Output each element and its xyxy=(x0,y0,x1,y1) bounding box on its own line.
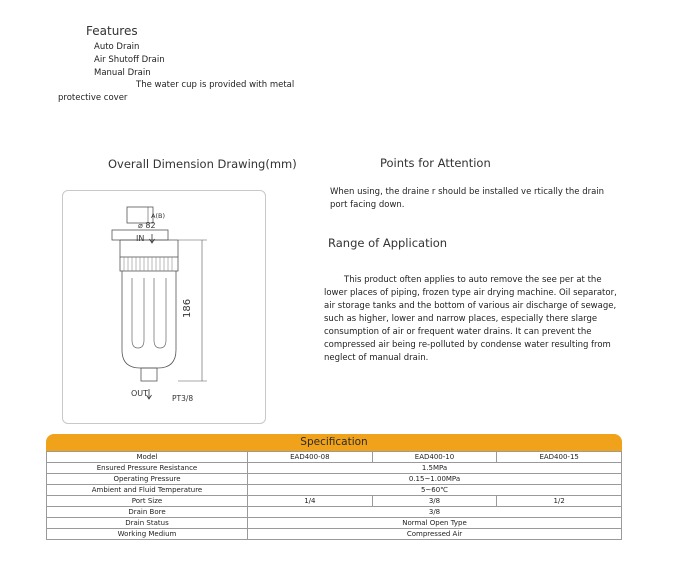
application-line: neglect of manual drain. xyxy=(324,353,429,363)
specification-title: Specification xyxy=(46,434,622,451)
working-medium-value: Compressed Air xyxy=(248,529,622,540)
drain-bowl xyxy=(122,271,176,368)
operating-pressure-label: Operating Pressure xyxy=(47,474,248,485)
guard-slot-left xyxy=(132,278,144,348)
application-line: such as higher, lower and narrow places, especially there slarge xyxy=(324,314,598,324)
table-row xyxy=(47,485,622,496)
application-line: air storage tanks and the bottom of various air discharge of sewage, xyxy=(324,301,617,311)
application-line: compressed air being re-polluted by condense water resulting from xyxy=(324,340,611,350)
drawing-label-port: PT3/8 xyxy=(172,394,194,403)
drawing-label-diameter: ⌀ 82 xyxy=(138,221,156,230)
specification-section xyxy=(46,434,622,540)
drain-dimension-drawing xyxy=(62,190,264,422)
features-title: Features xyxy=(86,24,138,38)
port-size-cell: 1/4 xyxy=(248,496,373,507)
operating-pressure-value: 0.15~1.00MPa xyxy=(248,474,622,485)
table-row xyxy=(47,452,622,463)
temperature-value: 5~60℃ xyxy=(248,485,622,496)
drawing-label-out: OUT xyxy=(131,389,149,398)
working-medium-label: Working Medium xyxy=(47,529,248,540)
drawing-label-ab: A(B) xyxy=(151,212,165,220)
feature-auto-drain: Auto Drain xyxy=(94,42,140,52)
table-row xyxy=(47,496,622,507)
port-size-cell: 3/8 xyxy=(372,496,497,507)
pressure-resistance-label: Ensured Pressure Resistance xyxy=(47,463,248,474)
drawing-title: Overall Dimension Drawing(mm) xyxy=(108,157,297,171)
model-cell: EAD400-15 xyxy=(497,452,622,463)
application-line: consumption of air or frequent water drains. It can prevent the xyxy=(324,327,592,337)
drain-status-value: Normal Open Type xyxy=(248,518,622,529)
attention-line2: port facing down. xyxy=(330,200,405,210)
model-label: Model xyxy=(47,452,248,463)
table-row xyxy=(47,518,622,529)
drain-status-label: Drain Status xyxy=(47,518,248,529)
drain-bottom-port xyxy=(141,368,157,381)
table-row xyxy=(47,529,622,540)
guard-slot-right xyxy=(154,278,166,348)
drawing-label-height: 186 xyxy=(182,298,193,318)
port-size-cell: 1/2 xyxy=(497,496,622,507)
application-line: lower places of piping, frozen type air drying machine. Oil separator, xyxy=(324,288,617,298)
application-line: This product often applies to auto remove the see per at the xyxy=(344,275,602,285)
temperature-label: Ambient and Fluid Temperature xyxy=(47,485,248,496)
feature-manual-drain: Manual Drain xyxy=(94,68,151,78)
attention-line1: When using, the draine r should be installed ve rtically the drain xyxy=(330,187,605,197)
table-row xyxy=(47,507,622,518)
model-cell: EAD400-08 xyxy=(248,452,373,463)
drawing-label-in: IN xyxy=(136,234,145,243)
port-size-label: Port Size xyxy=(47,496,248,507)
drain-bore-label: Drain Bore xyxy=(47,507,248,518)
feature-air-shutoff: Air Shutoff Drain xyxy=(94,55,165,65)
attention-title: Points for Attention xyxy=(380,156,491,170)
pressure-resistance-value: 1.5MPa xyxy=(248,463,622,474)
application-title: Range of Application xyxy=(328,236,448,250)
table-row xyxy=(47,463,622,474)
feature-cup-line2: protective cover xyxy=(58,93,128,103)
drain-knurled-ring xyxy=(120,257,178,271)
feature-cup-line1: The water cup is provided with metal xyxy=(136,80,295,90)
specification-table xyxy=(46,451,622,540)
table-row xyxy=(47,474,622,485)
drain-bore-value: 3/8 xyxy=(248,507,622,518)
model-cell: EAD400-10 xyxy=(372,452,497,463)
